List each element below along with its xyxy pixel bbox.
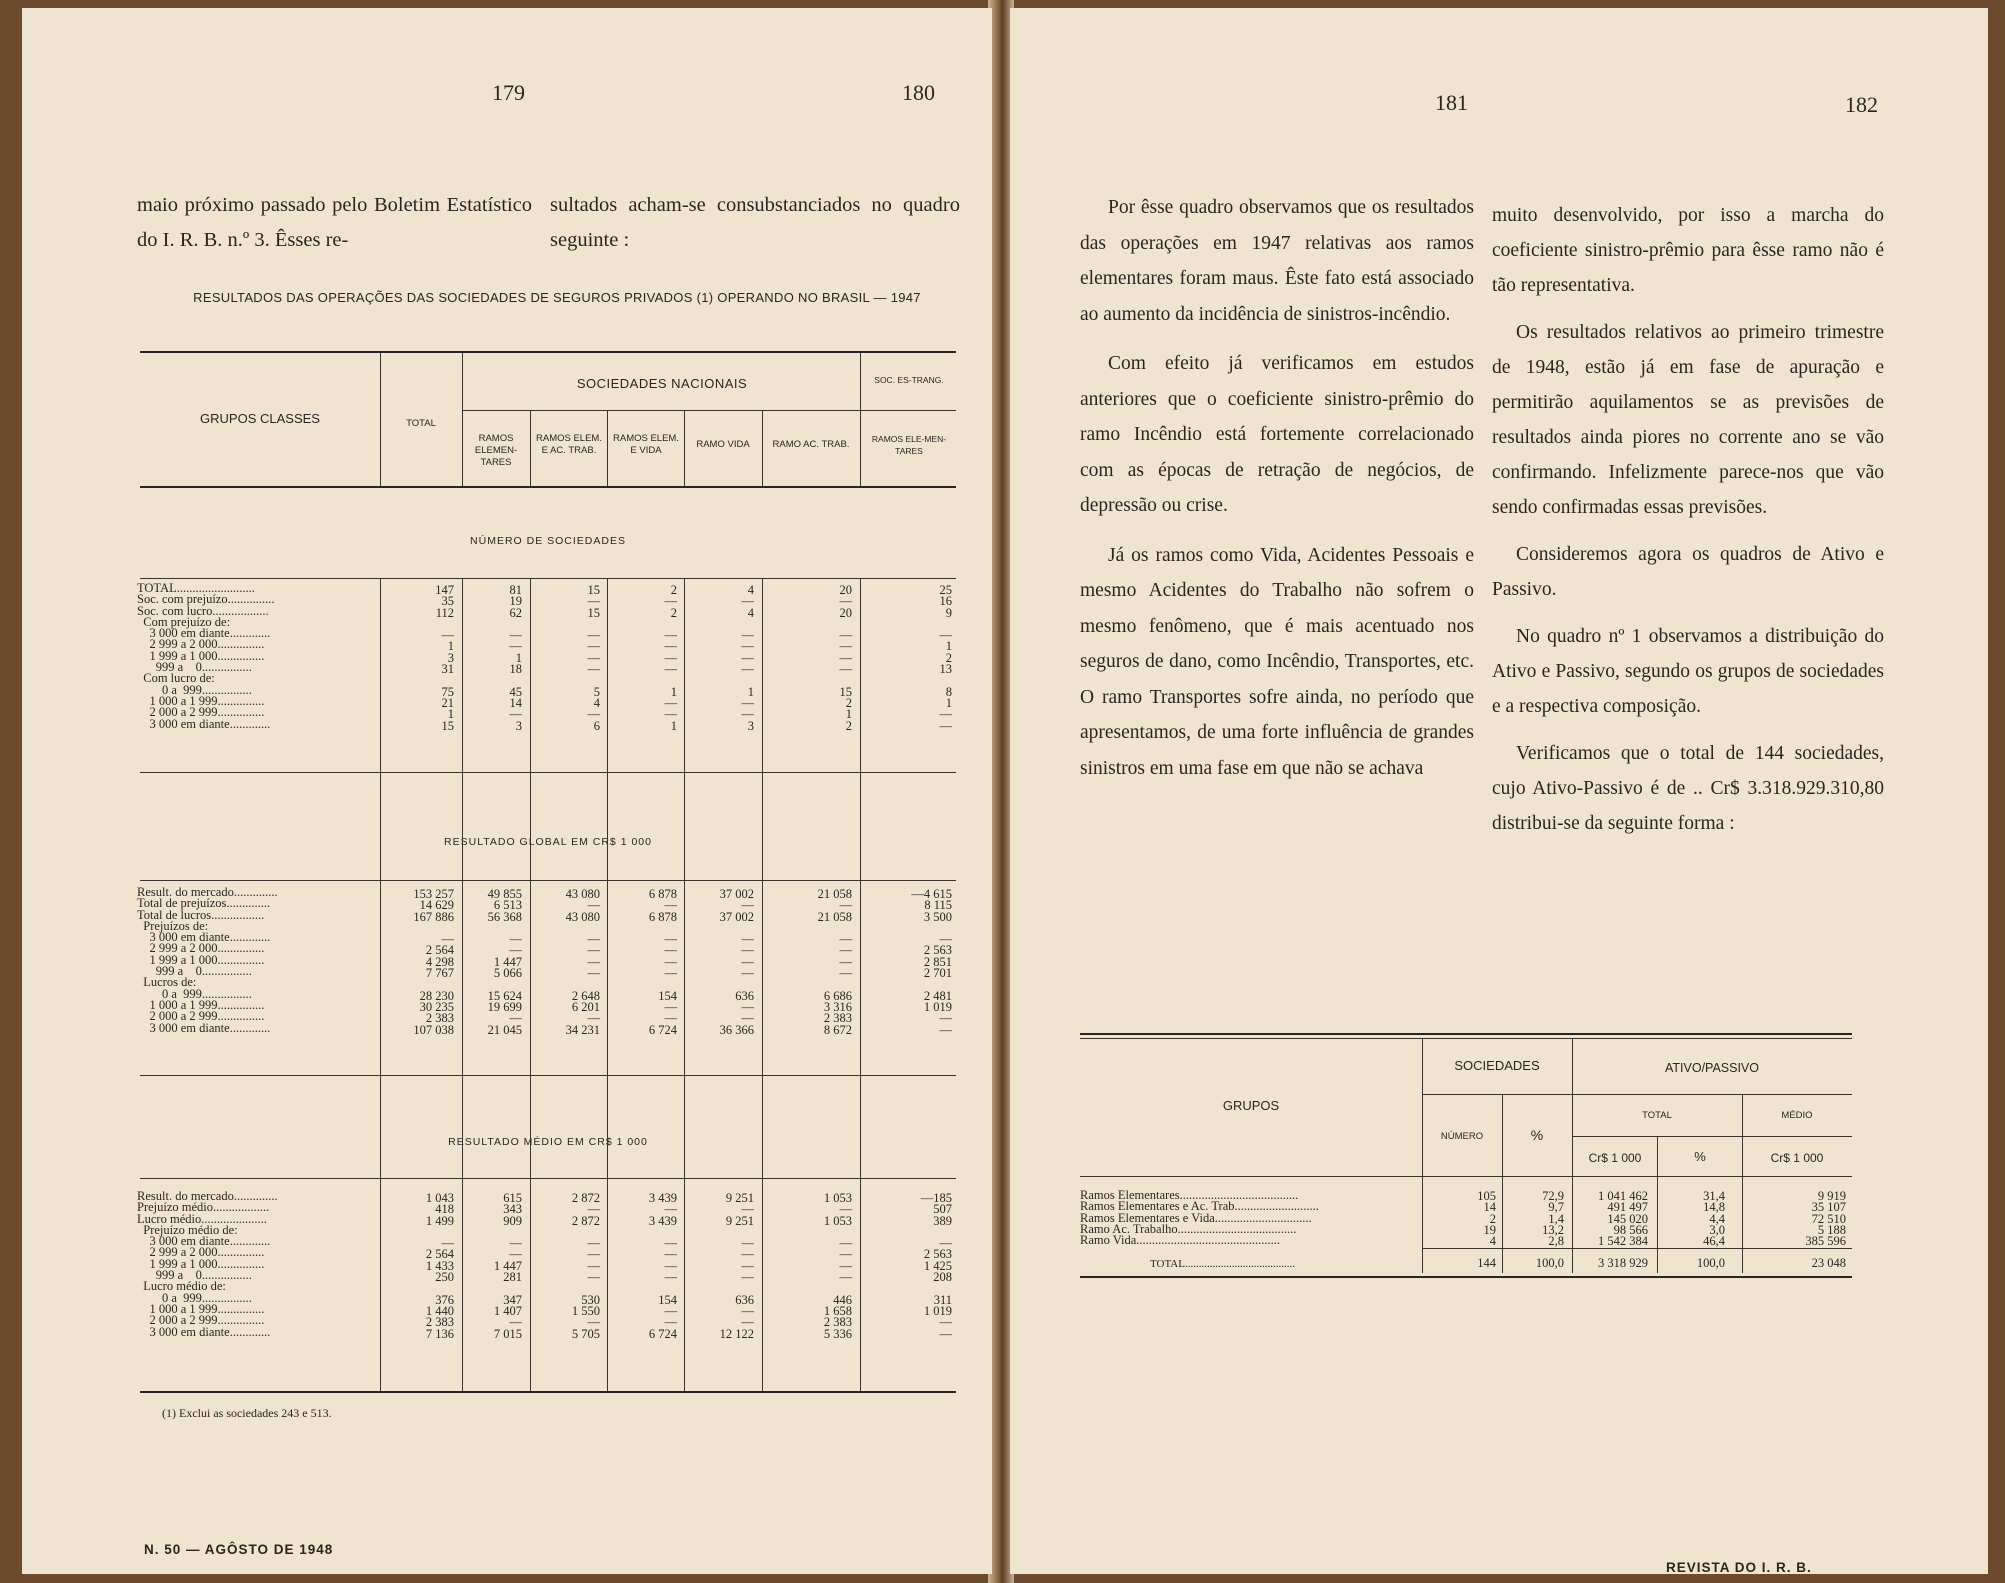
table-header-rule [140, 486, 956, 488]
right-b-paragraph: No quadro nº 1 observamos a distribuição do Ativo e Passivo, segundo os grupos de sociedades e a respectiva composição. [1492, 626, 1884, 717]
rheader-ativo: ATIVO/PASSIVO [1664, 1061, 1759, 1075]
rtable-col-total: 1 041 462 491 497 145 020 98 566 1 542 384 [1598, 1189, 1648, 1249]
rtable-top-rule-2 [1080, 1038, 1852, 1039]
page-number-180: 180 [902, 80, 935, 105]
right-a-paragraph: Com efeito já verificamos em estudos anteriores que o coeficiente sinistro-prêmio do ramo Incêndio está fortemente correlacionado com as épocas de retração de negócios, de depressão ou crise. [1080, 353, 1474, 516]
section-title-global: RESULTADO GLOBAL EM CR$ 1 000 [444, 836, 652, 848]
right-column-b [1492, 198, 1884, 841]
s3-col-total: 1 043 418 1 499 — 2 564 1 433 250 376 1 440 2 383 7 136 [425, 1191, 454, 1341]
table-vline [607, 578, 608, 1391]
header-sub-2: RAMOS ELEM. E AC. TRAB. [536, 433, 602, 456]
right-b-paragraph: Os resultados relativos ao primeiro trimestre de 1948, estão já em fase de apuração e permitirão aquilamentos se as previsões de resultados ainda piores no corrente ano se vão confirmando. Infelizmente parece-nos que vão sendo confirmadas essas previsões. [1492, 322, 1884, 518]
page-number-182: 182 [1845, 92, 1878, 117]
table-bottom-rule [140, 1391, 956, 1393]
table-top-rule [140, 351, 956, 353]
header-sub-4: RAMO VIDA [696, 439, 750, 450]
table-vline [530, 410, 531, 486]
section-2-labels: Result. do mercado.............. Total de prejuízos.............. Total de lucros................. Prejuízos de: 3 000 em diante............. 2 999 a 2 000............... 1 999 a 1 000............... 999 a 0................ Lucros de: 0 a 999................ 1 000 a 1 999............... 2 000 a 2 999............... 3 000 em diante............. [137, 885, 278, 1035]
table-vline [860, 578, 861, 1391]
right-b-paragraph: Consideremos agora os quadros de Ativo e Passivo. [1492, 544, 1884, 600]
section-3-labels: Result. do mercado.............. Prejuízo médio.................. Lucro médio..................... Prejuízo médio de: 3 000 em diante............. 2 999 a 2 000............... 1 999 a 1 000............... 999 a 0................ Lucro médio de: 0 a 999................ 1 000 a 1 999............... 2 000 a 2 999............... 3 000 em diante............. [137, 1189, 278, 1339]
table-vline [684, 578, 685, 1391]
rtable-sub-rule [1572, 1136, 1852, 1137]
s1-col-2: 15 — 15 — — — — 5 4 — 6 [587, 583, 600, 733]
left-page [22, 8, 992, 1574]
rheader-sociedades: SOCIEDADES [1454, 1058, 1540, 1073]
table-vline [462, 353, 463, 486]
header-sub-1: RAMOS ELEMEN-TARES [474, 433, 518, 468]
s3-col-2: 2 872 — 2 872 — — — — 530 1 550 — 5 705 [571, 1191, 600, 1341]
table-vline [380, 353, 381, 486]
rtable-col-medio: 9 919 35 107 72 510 5 188 385 596 [1805, 1189, 1846, 1249]
rheader-crs-total: Cr$ 1 000 [1588, 1151, 1642, 1165]
rtable-col-pct: 72,9 9,7 1,4 13,2 2,8 [1542, 1189, 1564, 1249]
header-grupos: GRUPOS CLASSES [200, 411, 320, 426]
rtable-bottom-rule [1080, 1276, 1852, 1278]
s2-col-2: 43 080 — 43 080 — — — — 2 648 6 201 — 34 231 [565, 887, 600, 1037]
rheader-pct: % [1530, 1127, 1544, 1143]
rheader-numero: NÚMERO [1440, 1131, 1484, 1142]
header-estrangeiras: SOC. ES-TRANG. [874, 375, 944, 385]
s1-col-6: 25 16 9 — 1 2 13 8 1 — — [939, 583, 952, 733]
rtable-col-pct2: 31,4 14,8 4,4 3,0 46,4 [1703, 1189, 1725, 1249]
s3-col-1: 615 343 909 — — 1 447 281 347 1 407 — 7 015 [493, 1191, 522, 1341]
rheader-total: TOTAL [1642, 1110, 1672, 1121]
s2-col-1: 49 855 6 513 56 368 — — 1 447 5 066 15 624 19 699 — 21 045 [487, 887, 522, 1037]
s2-col-6: —4 615 8 115 3 500 — 2 563 2 851 2 701 2 481 1 019 — — [911, 887, 952, 1037]
section-title-medio: RESULTADO MÉDIO EM CR$ 1 000 [448, 1136, 648, 1148]
left-paragraph-a: maio próximo passado pelo Boletim Estatístico do I. R. B. n.º 3. Êsses re- [137, 194, 532, 251]
s1-col-5: 20 — 20 — — — — 15 2 1 2 [839, 583, 852, 733]
s3-col-6: —185 507 389 — 2 563 1 425 208 311 1 019 — — [920, 1191, 952, 1341]
page-number-181: 181 [1435, 90, 1468, 115]
rtable-col-numero: 105 14 2 19 4 [1477, 1189, 1496, 1249]
table-vline [607, 410, 608, 486]
rheader-medio: MÉDIO [1781, 1110, 1813, 1121]
header-sub-5: RAMO AC. TRAB. [772, 439, 850, 450]
rtable-total-pct: 100,0 [1535, 1256, 1564, 1270]
section-rule [140, 1178, 956, 1179]
rtable-total-medio: 23 048 [1811, 1256, 1846, 1270]
s1-col-3: 2 — 2 — — — — 1 — — 1 [664, 583, 677, 733]
section-rule [140, 880, 956, 881]
rtable-total-rule [1422, 1248, 1852, 1249]
table-vline [530, 578, 531, 1391]
right-a-paragraph: Já os ramos como Vida, Acidentes Pessoais e mesmo Acidentes do Trabalho não sofrem o mesmo fenômeno, que é mais acentuado nos seguros de dano, como Incêndio, Transportes, etc. O ramo Transportes sofre ainda, no período que apresentamos, de uma forte influência de grandes sinistros em uma fase em que não se achava [1080, 544, 1474, 779]
s3-col-3: 3 439 — 3 439 — — — — 154 — — 6 724 [648, 1191, 677, 1341]
rtable-top-rule [1080, 1033, 1852, 1035]
s1-col-total: 147 35 112 — 1 3 31 75 21 1 15 [435, 583, 454, 733]
s3-col-4: 9 251 — 9 251 — — — — 636 — — 12 122 [719, 1191, 754, 1341]
rheader-grupos: GRUPOS [1222, 1098, 1280, 1113]
s1-col-4: 4 — 4 — — — — 1 — — 3 [741, 583, 754, 733]
table-vline [860, 353, 861, 486]
rheader-pct-total: % [1694, 1149, 1706, 1164]
s1-col-1: 81 19 62 — — 1 18 45 14 — 3 [509, 583, 522, 733]
s2-col-5: 21 058 — 21 058 — — — — 6 686 3 316 2 383 8 672 [817, 887, 852, 1037]
right-b-paragraph: muito desenvolvido, por isso a marcha do coeficiente sinistro-prêmio para êsse ramo não é tão representativa. [1492, 205, 1884, 296]
rtable-total-total: 3 318 929 [1598, 1256, 1648, 1270]
s2-col-total: 153 257 14 629 167 886 — 2 564 4 298 7 767 28 230 30 235 2 383 107 038 [413, 887, 454, 1037]
rtable-labels: Ramos Elementares...................................... Ramos Elementares e Ac. Trab........................... Ramos Elementares e Vida............................... Ramo Ac. Trabalho...................................... Ramo Vida.............................................. [1080, 1190, 1319, 1247]
section-rule [140, 1075, 956, 1076]
table-subheader-rule [462, 410, 956, 411]
rtable-total-label: TOTAL........................................ [1150, 1259, 1295, 1270]
left-footer: N. 50 — AGÔSTO DE 1948 [144, 1542, 334, 1557]
s2-col-3: 6 878 — 6 878 — — — — 154 — — 6 724 [648, 887, 677, 1037]
header-total: TOTAL [406, 418, 436, 429]
section-1-labels: TOTAL......................... Soc. com prejuízo............... Soc. com lucro.................. Com prejuízo de: 3 000 em diante............. 2 999 a 2 000............... 1 999 a 1 000............... 999 a 0................ Com lucro de: 0 a 999................ 1 000 a 1 999............... 2 000 a 2 999............... 3 000 em diante............. [137, 581, 275, 731]
right-b-paragraph: Verificamos que o total de 144 sociedades, cujo Ativo-Passivo é de .. Cr$ 3.318.929.310,80 distribui-se da seguinte forma : [1492, 743, 1884, 834]
header-nacionais: SOCIEDADES NACIONAIS [576, 376, 748, 391]
s3-col-5: 1 053 — 1 053 — — — — 446 1 658 2 383 5 336 [823, 1191, 852, 1341]
table-vline [684, 410, 685, 486]
right-footer: REVISTA DO I. R. B. [1666, 1560, 1812, 1574]
table-title: RESULTADOS DAS OPERAÇÕES DAS SOCIEDADES DE SEGUROS PRIVADOS (1) OPERANDO NO BRASIL — 1947 [193, 290, 921, 305]
rheader-crs-medio: Cr$ 1 000 [1770, 1151, 1824, 1165]
right-column-a [1080, 190, 1474, 786]
table-vline [762, 410, 763, 486]
page-number-179: 179 [492, 80, 525, 105]
rtable-header-rule [1080, 1176, 1852, 1177]
right-a-paragraph: Por êsse quadro observamos que os resultados das operações em 1947 relativas aos ramos elementares foram maus. Êste fato está associado ao aumento da incidência de sinistros-incêndio. [1080, 197, 1474, 325]
rtable-sub-rule [1422, 1094, 1852, 1095]
header-sub-6: RAMOS ELE-MEN-TARES [871, 434, 947, 456]
table-vline [462, 578, 463, 1391]
rtable-total-pct2: 100,0 [1696, 1256, 1725, 1270]
section-rule [140, 772, 956, 773]
left-paragraph-b: sultados acham-se consubstanciados no quadro seguinte : [550, 194, 960, 251]
section-title-numero: NÚMERO DE SOCIEDADES [470, 535, 626, 547]
footnote: (1) Exclui as sociedades 243 e 513. [162, 1406, 332, 1420]
section-rule [140, 578, 956, 579]
table-vline [762, 578, 763, 1391]
header-sub-3: RAMOS ELEM. E VIDA [613, 433, 679, 456]
s2-col-4: 37 002 — 37 002 — — — — 636 — — 36 366 [719, 887, 754, 1037]
rtable-total-numero: 144 [1477, 1256, 1496, 1270]
right-page [1010, 8, 1988, 1574]
table-vline [380, 578, 381, 1391]
